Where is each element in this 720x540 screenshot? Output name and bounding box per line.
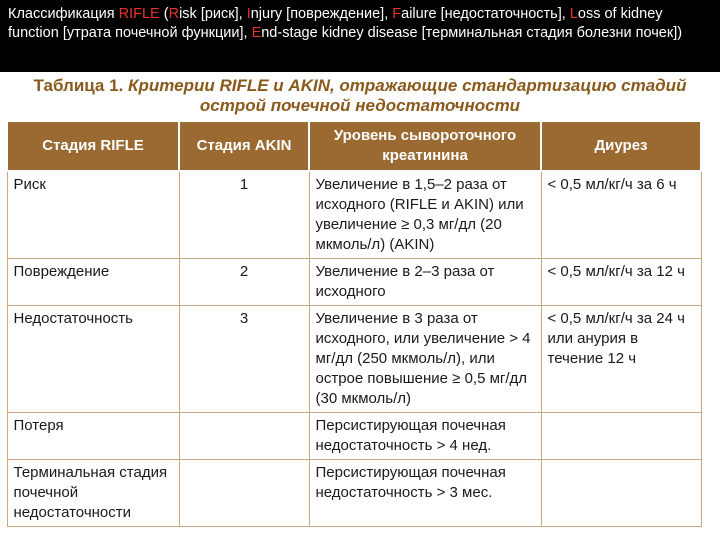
cell-rifle-stage: Терминальная стадия почечной недостаточности [7, 460, 179, 527]
table-caption-text: Критерии RIFLE и AKIN, отражающие стандартизацию стадий острой почечной недостаточности [128, 76, 687, 115]
cell-creatinine: Увеличение в 1,5–2 раза от исходного (RIFLE и AKIN) или увеличение ≥ 0,3 мг/дл (20 мкмоль/л) (AKIN) [309, 171, 541, 259]
header-highlight-text: I [246, 6, 251, 22]
header-highlight-text: L [569, 6, 578, 22]
cell-akin-stage [179, 460, 309, 527]
cell-akin-stage: 1 [179, 171, 309, 259]
cell-rifle-stage: Повреждение [7, 259, 179, 306]
col-header-rifle: Стадия RIFLE [7, 121, 179, 171]
header-highlight-text: R [168, 6, 180, 22]
header-highlight-text: RIFLE [118, 6, 160, 22]
header-text [8, 6, 682, 41]
header-text-segment: ( [159, 6, 169, 22]
cell-akin-stage [179, 413, 309, 460]
cell-rifle-stage: Недостаточность [7, 306, 179, 413]
header-text-segment: Классификация [8, 6, 119, 22]
table-caption-label: Таблица 1. [33, 76, 124, 95]
cell-diuresis [541, 413, 701, 460]
header-text-segment: ailure [недостаточность], [401, 6, 570, 22]
cell-diuresis: < 0,5 мл/кг/ч за 24 ч или анурия в течение 12 ч [541, 306, 701, 413]
cell-diuresis [541, 460, 701, 527]
table-row [7, 259, 701, 306]
table-header-row [7, 121, 701, 171]
cell-akin-stage: 3 [179, 306, 309, 413]
cell-creatinine: Персистирующая почечная недостаточность > 4 нед. [309, 413, 541, 460]
cell-creatinine: Увеличение в 3 раза от исходного, или увеличение > 4 мг/дл (250 мкмоль/л), или острое повышение ≥ 0,5 мг/дл (30 мкмоль/л) [309, 306, 541, 413]
cell-creatinine: Персистирующая почечная недостаточность > 3 мес. [309, 460, 541, 527]
table-row [7, 413, 701, 460]
cell-diuresis: < 0,5 мл/кг/ч за 6 ч [541, 171, 701, 259]
cell-rifle-stage: Потеря [7, 413, 179, 460]
table-row [7, 171, 701, 259]
header-highlight-text: E [251, 25, 262, 41]
header-text-segment: isk [риск], [179, 6, 247, 22]
col-header-creatinine: Уровень сывороточного креатинина [309, 121, 541, 171]
cell-akin-stage: 2 [179, 259, 309, 306]
cell-rifle-stage: Риск [7, 171, 179, 259]
slide-header [0, 0, 720, 72]
rifle-akin-table [6, 120, 702, 527]
table-row [7, 460, 701, 527]
cell-creatinine: Увеличение в 2–3 раза от исходного [309, 259, 541, 306]
header-text-segment: nd-stage kidney disease [терминальная стадия болезни почек]) [261, 25, 683, 41]
col-header-diuresis: Диурез [541, 121, 701, 171]
col-header-akin: Стадия AKIN [179, 121, 309, 171]
table-caption [0, 76, 720, 116]
cell-diuresis: < 0,5 мл/кг/ч за 12 ч [541, 259, 701, 306]
table-image-area [0, 72, 720, 540]
header-highlight-text: F [392, 6, 402, 22]
header-text-segment: oss of kidney function [утрата почечной функции], [8, 6, 663, 41]
table-row [7, 306, 701, 413]
header-text-segment: njury [повреждение], [250, 6, 393, 22]
